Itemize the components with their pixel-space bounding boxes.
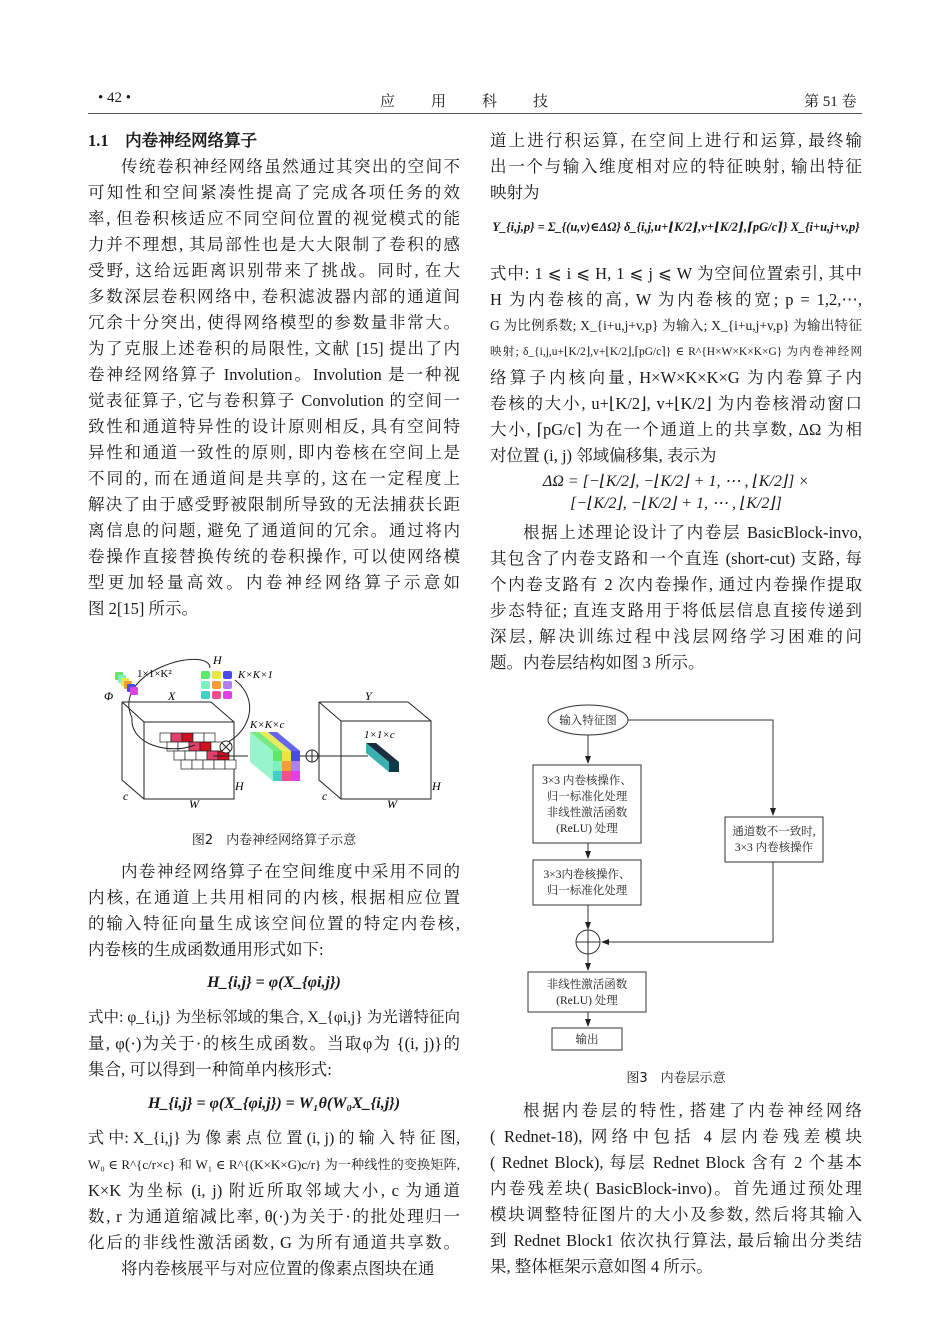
kernel-block (250, 732, 300, 781)
label-H-input: H (235, 779, 244, 793)
grid-cell (204, 733, 215, 742)
text-line: 根据上述理论设计了内卷层 BasicBlock-invo, (523, 523, 862, 542)
grid-cell (185, 751, 196, 760)
output-vector-front (389, 762, 399, 772)
grid-cell (196, 751, 207, 760)
grid-cell (171, 733, 182, 742)
grid-cell (174, 751, 185, 760)
text-line: H 为内卷核的高, W 为内卷核的宽; p = 1,2,⋯, (490, 290, 862, 309)
text-line: 量, φ(·)为关于·的核生成函数。当取φ为 {(i, j)}的 (88, 1034, 460, 1053)
text-line: 离信息的问题, 避免了通道间的冗余。通过将内 (88, 521, 460, 540)
box2-line1: 3×3内卷核操作、 (543, 869, 631, 881)
text-line: 卷神经网络算子 Involution。Involution 是一种视 (88, 365, 460, 384)
formula-kernel-generation: H_{i,j} = φ(X_{φi,j}) (207, 974, 341, 991)
kernel-cell (291, 771, 300, 781)
label-kxkx1: K×K×1 (238, 669, 274, 681)
formula-delta-omega-1: ΔΩ = [−⌊K/2⌋, −⌊K/2⌋ + 1, ⋯ , ⌊K/2⌋] × (542, 473, 810, 490)
text-line: 化后的非线性激活函数, G 为所有通道共享数。 (88, 1233, 460, 1252)
text-line: 到 Rednet Block1 依次执行算法, 最后输出分类结 (490, 1231, 862, 1250)
left-para-2 (88, 859, 460, 963)
kernel-kk1-cell (223, 691, 232, 699)
grid-cell (200, 742, 211, 751)
text-line: 卷核的大小, u+⌊K/2⌋, v+⌊K/2⌋ 为内卷核滑动窗口 (490, 394, 862, 413)
box1-line3: 非线性激活函数 (546, 807, 628, 819)
label-Y: Y (365, 689, 372, 703)
formula-delta-omega-2: [−⌊K/2⌋, −⌊K/2⌋ + 1, ⋯ , ⌊K/2⌋] (570, 495, 782, 512)
text-line: 型更加轻量高效。内卷神经网络算子示意如 (88, 573, 460, 592)
box-invo-2 (533, 860, 641, 905)
box3-line1: 非线性激活函数 (546, 979, 628, 991)
right-para-1 (490, 128, 862, 206)
text-line: 式中: 1 ⩽ i ⩽ H, 1 ⩽ j ⩽ W 为空间位置索引, 其中 (490, 264, 862, 283)
text-line: 集合, 可以得到一种简单内核形式: (88, 1060, 332, 1079)
text-line: 映射; δ_{i,j,u+⌊K/2⌋,v+⌊K/2⌋,⌈pG/c⌉} ∈ R^{H×W×K×K×G} 为内卷神经网 (490, 346, 862, 358)
text-line: 内卷神经网络算子在空间维度中采用不同的 (121, 862, 460, 881)
shortcut-line2: 3×3 内卷核操作 (734, 842, 814, 854)
text-line: 出一个与输入维度相对应的特征映射, 输出特征 (490, 157, 862, 176)
right-para-3 (490, 520, 862, 676)
kernel-kk1-cell (201, 691, 210, 699)
text-line: 可知性和空间紧凑性提高了完成各项任务的效 (88, 183, 460, 202)
kernel-cell (282, 771, 291, 781)
kernel-arc (228, 680, 250, 742)
text-line: 内卷核的生成函数通用形式如下: (88, 940, 324, 959)
text-line: 率, 但卷积核适应不同空间位置的视觉模式的能 (88, 209, 460, 228)
text-line: K×K 为坐标 (i, j) 附近所取邻域大小, c 为通道 (88, 1181, 460, 1200)
text-line: 个内卷支路有 2 次内卷操作, 通过内卷操作提取 (490, 575, 862, 594)
text-line: G 为比例系数; X_{i+u,j+v,p} 为输入; X_{i+u,j+v,p} 为输出特征 (490, 318, 862, 333)
figure-3-flowchart (520, 700, 840, 1090)
kernel-kk1-cell (223, 681, 232, 689)
figure-2-diagram (90, 650, 460, 820)
text-line: 将内卷核展平与对应位置的像素点图块在通 (121, 1259, 435, 1278)
kernel-cell (273, 761, 282, 771)
grid-cell (181, 760, 192, 769)
page-number: • 42 • (98, 90, 132, 106)
header-rule (88, 113, 862, 114)
formula-output: Y_{i,j,p} = Σ_{(u,v)∈ΔΩ} δ_{i,j,u+⌊K/2⌋,v+⌊K/2⌋,⌈pG/c⌉} X_{i+u,j+v,p} (492, 220, 860, 234)
kernel-vector (115, 672, 138, 695)
text-line: 根据内卷层的特性, 搭建了内卷神经网络 (523, 1101, 862, 1120)
left-para-4 (88, 1126, 460, 1282)
text-line: 为了克服上述卷积的局限性, 文献 [15] 提出了内 (88, 339, 460, 358)
label-c-output: c (322, 789, 328, 803)
text-line: 冗余十分突出, 使得网络模型的参数量非常大。 (88, 313, 460, 332)
text-line: 步态特征; 直连支路用于将低层信息直接传递到 (490, 601, 862, 620)
journal-name: 应 用 科 技 (380, 94, 551, 110)
grid-cell (182, 733, 193, 742)
label-1x1xc: 1×1×c (364, 729, 395, 741)
kernel-vector-cell (130, 687, 138, 695)
text-line: 对位置 (i, j) 邻域偏移集, 表示为 (490, 446, 717, 465)
box3-line2: (ReLU) 处理 (556, 995, 618, 1007)
text-line: 络算子内核向量, H×W×K×K×G 为内卷算子内 (490, 368, 862, 387)
text-line: 大小, ⌈pG/c⌉ 为在一个通道上的共享数, ΔΩ 为相 (490, 420, 862, 439)
label-kxkxc: K×K×c (250, 719, 285, 731)
right-para-2 (490, 261, 862, 469)
label-1x1xk2: 1×1×K² (137, 668, 172, 680)
text-line: 致性和通道特异性的设计原则相反, 具有空间特 (88, 417, 460, 436)
text-line: 力并不理想, 其局部性也是大大限制了卷积的感 (88, 235, 460, 254)
kernel-kk1 (201, 671, 232, 699)
text-line: 映射为 (490, 183, 540, 202)
box2-line2: 归一标准化处理 (546, 885, 628, 897)
label-W-output: W (387, 797, 397, 811)
text-line: 解决了由于感受野被限制所导致的无法捕获长距 (88, 495, 460, 514)
text-line: 道上进行积运算, 在空间上进行和运算, 最终输 (490, 131, 862, 150)
figure-3-caption: 图3 内卷层示意 (626, 1071, 726, 1086)
label-X: X (168, 689, 176, 703)
grid-cell (203, 760, 214, 769)
text-line: 果, 整体框架示意如图 4 所示。 (490, 1257, 713, 1276)
box1-line4: (ReLU) 处理 (556, 823, 618, 835)
text-line: 题。内卷层结构如图 3 所示。 (490, 653, 705, 672)
text-line: 异性和通道一致性的原则, 即内卷核在空间上是 (88, 443, 460, 462)
text-line: 传统卷积神经网络虽然通过其突出的空间不 (121, 157, 460, 176)
kernel-cell (273, 771, 282, 781)
left-para-1 (88, 154, 460, 622)
text-line: 觉表征算子, 它与卷积算子 Convolution 的空间一 (88, 391, 460, 410)
figure-2-caption: 图2 内卷神经网络算子示意 (191, 833, 357, 848)
text-line: 图 2[15] 所示。 (88, 599, 198, 618)
kernel-kk1-cell (212, 671, 221, 679)
grid-cell (193, 733, 204, 742)
label-W: W (189, 797, 199, 811)
output-label: 输出 (575, 1034, 599, 1046)
volume: 第 51 卷 (804, 94, 857, 110)
text-line: 其包含了内卷支路和一个直连 (short-cut) 支路, 每 (490, 549, 862, 568)
box-shortcut (725, 817, 823, 862)
kernel-kk1-cell (201, 681, 210, 689)
box1-line1: 3×3 内卷核操作、 (542, 775, 632, 787)
text-line: 卷操作直接替换传统的卷积操作, 可以使网络模 (88, 547, 460, 566)
text-line: 模块调整特征图片的大小及参数, 然后将其输入 (490, 1205, 862, 1224)
kernel-kk1-cell (212, 691, 221, 699)
label-H-output: H (432, 779, 441, 793)
text-line: 式中: φ_{i,j} 为坐标邻域的集合, X_{φi,j} 为光谱特征向 (88, 1009, 460, 1026)
right-para-4 (490, 1098, 862, 1280)
formula-simple-kernel: H_{i,j} = φ(X_{φi,j}) = W₁θ(W₀X_{i,j}) (147, 1095, 401, 1112)
grid-cell (178, 742, 189, 751)
kernel-kk1-cell (223, 671, 232, 679)
text-line: 的输入特征向量生成该空间位置的特定内卷核, (88, 914, 460, 933)
text-line: 内核, 在通道上共用相同的内核, 根据相应位置 (88, 888, 460, 907)
text-line: 数, r 为通道缩减比率, θ(·)为关于·的批处理归一 (88, 1207, 460, 1226)
text-line: 受野, 这给远距离识别带来了挑战。同时, 在大 (88, 261, 460, 280)
kernel-cell (291, 751, 300, 761)
text-line: ( Rednet-18), 网络中包括 4 层内卷残差模块 (490, 1127, 862, 1146)
shortcut-arrow (628, 720, 773, 815)
text-line: 多数深层卷积网络中, 卷积滤波器内部的通道间 (88, 287, 460, 306)
label-phi: Φ (104, 689, 114, 703)
section-title: 1.1 内卷神经网络算子 (88, 131, 258, 150)
left-para-3 (88, 1005, 460, 1083)
kernel-kk1-cell (212, 681, 221, 689)
box1-line2: 归一标准化处理 (546, 791, 628, 803)
text-line: 式 中: X_{i,j} 为 像 素 点 位 置 (i, j) 的 输 入 特 征 图, (88, 1130, 460, 1147)
text-line: 不同的, 而在通道间是共享的, 这在一定程度上 (88, 469, 460, 488)
kernel-cell (273, 751, 282, 761)
grid-cell (214, 760, 225, 769)
kernel-cell (291, 761, 300, 771)
grid-cell (160, 733, 171, 742)
input-label: 输入特征图 (559, 715, 617, 727)
kernel-cell (282, 761, 291, 771)
text-line: 深层, 解决训练过程中浅层网络学习困难的问 (490, 627, 862, 646)
grid-cell (167, 742, 178, 751)
text-line: W₀ ∈ R^{c/r×c} 和 W₁ ∈ R^{(K×K×G)c/r} 为一种线性的变换矩阵, (88, 1157, 460, 1172)
grid-cell (192, 760, 203, 769)
text-line: ( Rednet Block), 每层 Rednet Block 含有 2 个基本 (490, 1153, 862, 1172)
grid-cell (225, 760, 236, 769)
text-line: 内卷残差块( BasicBlock-invo)。首先通过预处理 (490, 1179, 862, 1198)
kernel-kk1-cell (201, 671, 210, 679)
kernel-cell (282, 751, 291, 761)
label-c: c (123, 789, 129, 803)
shortcut-line1: 通道数不一致时, (732, 826, 816, 838)
label-H: H (213, 653, 222, 667)
